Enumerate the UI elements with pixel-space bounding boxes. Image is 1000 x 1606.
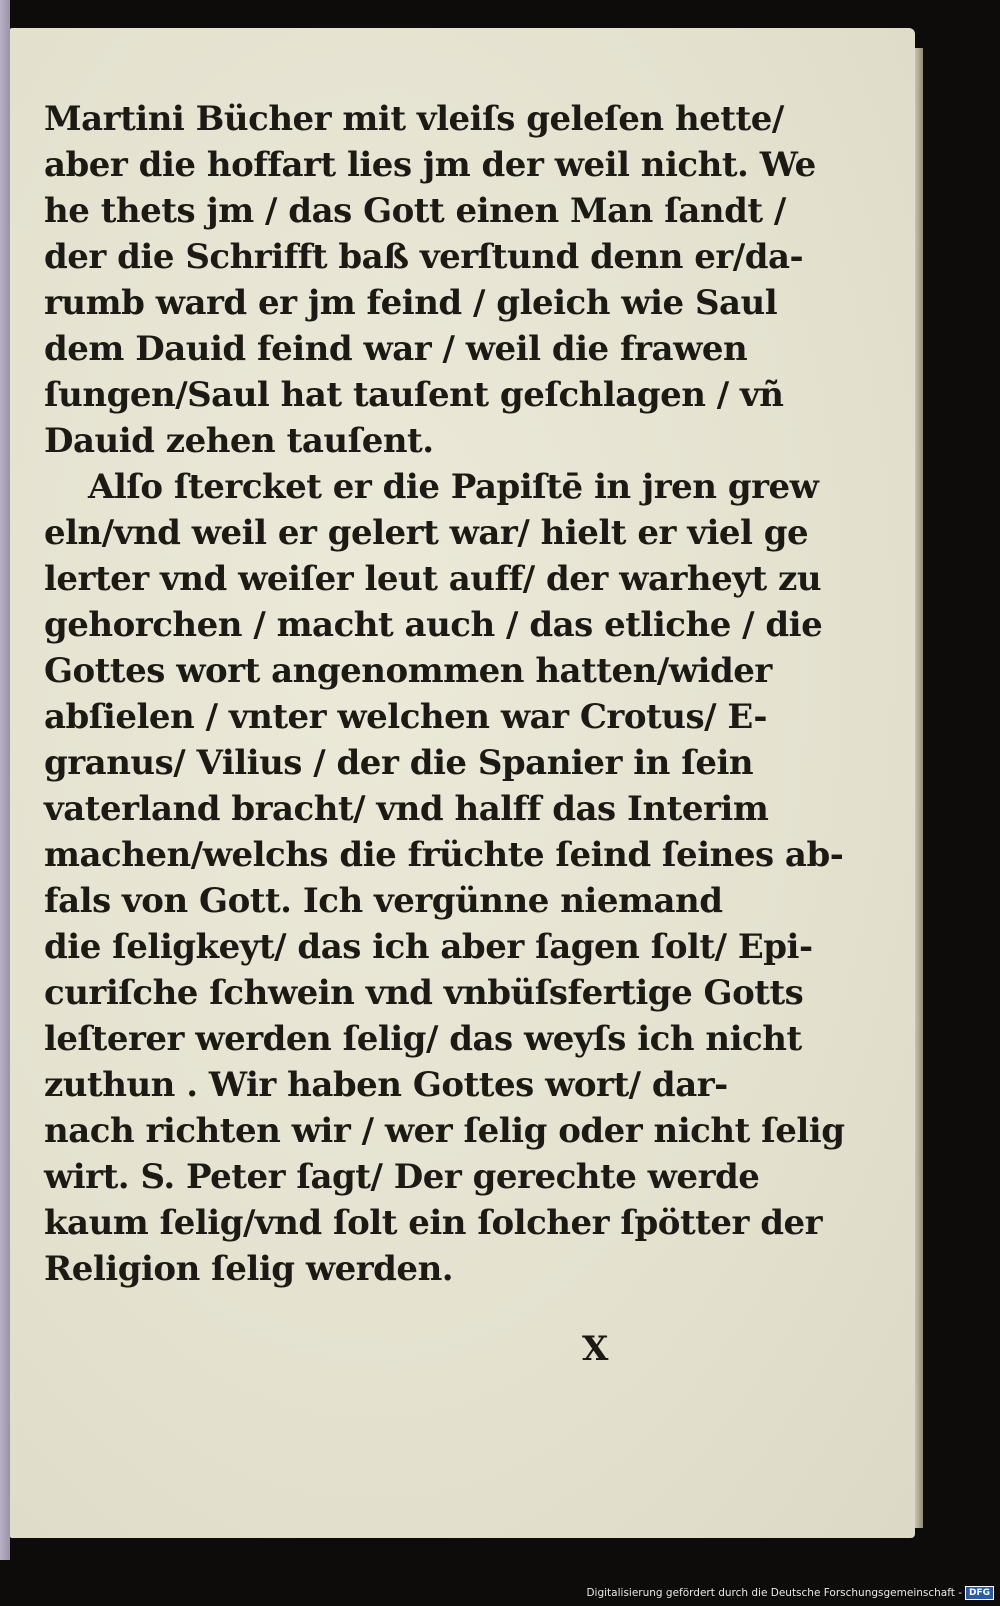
credit-text: Digitalisierung gefördert durch die Deutsche Forschungsgemeinschaft - bbox=[586, 1587, 962, 1599]
text-line: vaterland bracht/ vnd halff das Interim bbox=[44, 789, 769, 829]
catchword: X bbox=[582, 1329, 609, 1369]
text-line: lerter vnd weiſer leut auff/ der warheyt zu bbox=[44, 559, 822, 599]
text-line: Religion ſelig werden. bbox=[44, 1249, 454, 1289]
text-line: abſielen / vnter welchen war Crotus/ E- bbox=[44, 697, 768, 737]
text-line: machen/welchs die früchte ſeind ſeines ab- bbox=[44, 835, 844, 875]
text-line: gehorchen / macht auch / das etliche / die bbox=[44, 605, 823, 645]
text-line: Alſo ſtercket er die Papiſtē in jren grew bbox=[88, 467, 819, 507]
text-line: he thets jm / das Gott einen Man ſandt / bbox=[44, 191, 786, 231]
dfg-logo: DFG bbox=[965, 1586, 994, 1600]
text-line: Gottes wort angenommen hatten/wider bbox=[44, 651, 772, 691]
text-line: ſungen/Saul hat tauſent geſchlagen / vñ bbox=[44, 375, 784, 415]
text-line: eln/vnd weil er gelert war/ hielt er viel ge bbox=[44, 513, 809, 553]
page-text bbox=[44, 96, 845, 1292]
digitization-credit bbox=[586, 1584, 994, 1602]
text-line: Martini Bücher mit vleiſs geleſen hette/ bbox=[44, 99, 784, 139]
text-line: leſterer werden ſelig/ das weyſs ich nicht bbox=[44, 1019, 802, 1059]
text-line: rumb ward er jm feind / gleich wie Saul bbox=[44, 283, 778, 323]
text-line: dem Dauid feind war / weil die frawen bbox=[44, 329, 748, 369]
text-line: nach richten wir / wer ſelig oder nicht ſelig bbox=[44, 1111, 845, 1151]
text-line: die ſeligkeyt/ das ich aber ſagen ſolt/ Epi- bbox=[44, 927, 813, 967]
text-line: zuthun . Wir haben Gottes wort/ dar- bbox=[44, 1065, 728, 1105]
text-line: fals von Gott. Ich vergünne niemand bbox=[44, 881, 723, 921]
text-line: granus/ Vilius / der die Spanier in ſein bbox=[44, 743, 754, 783]
page-edge-shadow bbox=[915, 48, 923, 1528]
text-line: curiſche ſchwein vnd vnbüſsfertige Gotts bbox=[44, 973, 804, 1013]
text-line: Dauid zehen tauſent. bbox=[44, 421, 434, 461]
text-line: aber die hoffart lies jm der weil nicht. We bbox=[44, 145, 816, 185]
book-page bbox=[10, 28, 915, 1538]
text-line: wirt. S. Peter ſagt/ Der gerechte werde bbox=[44, 1157, 760, 1197]
text-line: der die Schrifft baß verſtund denn er/da- bbox=[44, 237, 804, 277]
binding-edge bbox=[0, 0, 10, 1560]
text-line: kaum ſelig/vnd ſolt ein ſolcher ſpötter der bbox=[44, 1203, 823, 1243]
